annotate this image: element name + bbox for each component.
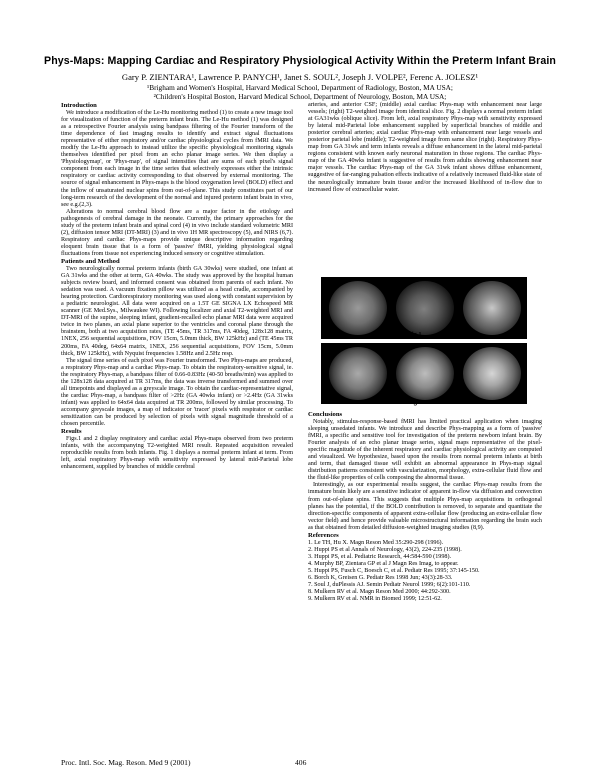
figure-1-image — [321, 277, 527, 339]
section-heading: References — [308, 531, 339, 539]
paper-title: Phys-Maps: Mapping Cardiac and Respiratory Physiological Activity Within the Preterm Infant Brain — [44, 55, 556, 67]
reference-item: 3. Huppi PS, et al. Pediatric Research, 44:584-590 (1998). — [308, 553, 452, 560]
figure-1-caption: Fig.1 — [408, 331, 422, 338]
reference-item: 7. Soul J, duPlessis AJ. Semin Pediatr Neurol 1999; 6(2):101-110. — [308, 582, 471, 589]
section-heading: Patients and Method — [61, 257, 120, 265]
journal-citation: Proc. Intl. Soc. Mag. Reson. Med 9 (2001) — [61, 758, 191, 767]
cardiac-phys-map-2 — [396, 347, 454, 400]
figure-2-image — [321, 343, 527, 404]
right-column-bottom — [308, 411, 542, 603]
reference-item: 9. Mulkern RV et al. NMR in Biomed 1999; 12:51-62. — [308, 596, 442, 603]
section-heading: Results — [61, 428, 82, 436]
section-heading: Introduction — [61, 102, 97, 109]
body-paragraph: Interestingly, as our experimental results suggest, the cardiac Phys-map results from the immature brain likely are a sensitive indicator of apparent in-flow via diffusion and convection from out-of-plane spins. This suggests that multiple Phys-map acquisitions in orthogonal planes has the potential, if the BOLD contribution is removed, to separate and quantitate the direction-specific components of apparent extra-cellular flow (producing an extra-cellular flow vector field) and hence provide valuable microstructural information regarding the brain such as that obtained from detailed diffusion-weighted imaging studies (8,9). — [308, 482, 542, 531]
section-heading: Conclusions — [308, 411, 343, 418]
body-paragraph: Figs.1 and 2 display respiratory and cardiac axial Phys-maps observed from two preterm infants, with the accompanying T2-weighted MRI result. Repeated acquisition revealed reproducible results from both infants. Fig. 1 displays a normal preterm infant at term. From left, axial respiratory Phys-map with sensitivity expressed by lateral mid-Parietal lobe enhancement, supplied by branches of middle cerebral — [61, 436, 293, 471]
affiliation-1: ¹Brigham and Women's Hospital, Harvard Medical School, Department of Radiology, Boston, MA USA; — [147, 83, 453, 92]
body-paragraph: arteries, and anterior CSF; (middle) axial cardiac Phys-map with enhancement near large vessels; (right) T2-weighted image from identical slice. Fig. 2 displays a normal preterm infant at GA31wks (oblique slice). From left, axial respiratory Phys-map with sensitivity expressed by lateral mid-Parietal lobe enhancement supplied by superficial branches of middle and posterior cerebral arteries; axial cardiac Phys-map with enhancement near large vessels and posterior parietal lobe (middle); T2-weighted image from same slice (right). Respiratory Phys-map from GA 31wk and term infants reveals a diffuse enhancement in the lateral mid-parietal regions consistent with known early neuronal maturation in those regions. The cardiac Phys-map of the GA 40wks infant is suggestive of results from adults showing enhancement near major vessels. The cardiac Phys-map of the GA 31wk infant shows diffuse enhancement, suggestive of far-ranging pulsation effects indicative of a relatively increased fluid-like state of the neurologically immature brain tissue and/or the increased likelihood of in-flow due to increased flow of extracellular water. — [308, 102, 542, 193]
right-column-top — [308, 102, 542, 194]
body-paragraph: We introduce a modification of the Le-Hu monitoring method (1) to create a new image tool for visualization of function of the preterm infant brain. The Le-Hu method (1) was designed as a retrospective Fourier analysis using bandpass filtering of the Fourier transform of the time dependence of fast imaging results to identify and extract signal fluctuations representative of either respiratory and/or cardiac physiological cycles from fMRI data. We modify the Le-Hu approach to instead utilize the specific physiological monitoring signals themselves identified per pixel from an echo planar image series. We then display a 'Physiologymap', or 'Phys-map', of signal intensities that are sums of each pixel's signal component from each image in the time series that selectively expresses either the intrinsic respiratory or cardiac activity corresponding to that observed by external monitoring. The source of signal enhancement in Phys-maps is the blood oxygenation level (BOLD) effect and the inflow of unsaturated nuclear spins from out-of-plane. This study constitutes part of our long-term research of the development of the normal and injured preterm infant brain in vivo, see e.g.(2,3). — [61, 110, 293, 208]
left-column — [61, 102, 293, 471]
reference-item: 4. Murphy BP, Zientara GP et al J Magn Res Imag, to appear. — [308, 560, 459, 567]
page-number: 406 — [295, 758, 307, 767]
reference-item: 8. Mulkern RV et al. Magn Reson Med 2000; 44:292-300. — [308, 589, 451, 596]
reference-item: 5. Huppi PS, Fusch C, Boesch C, et al. Pediatr Res 1995; 37:145-150. — [308, 567, 480, 574]
figure-2-caption: Fig.2 — [408, 399, 422, 406]
body-paragraph: Two neurologically normal preterm infants (birth GA 30wks) were studied, one infant at GA 31wks and the other at term, GA 40wks. The study was approved by the hospital human subjects review board, and informed consent was obtained from parents of each infant. No sedation was used. A vacuum fixation pillow was utilized as a head cradle, accompanied by hearing protection. Cardiorespiratory monitoring was used along with constant supervision by a pediatric neurologist. All data were acquired on a 1.5T GE SIGNA LX Echospeed MR scanner (GE Med.Sys., Milwaukee WI). Following localizer and axial T2-weighted MRI and DT-MRI of the supine, sleeping infant, gradient-recalled echo planar MRI data were acquired twice in two planes, an axial plane superior to the ventricles and coronal plane through the brainstem, both at two acquisition rates, (TE 45ms, TR 317ms, FA 40deg, 128x128 matrix, 1NEX, 256 sequential acquisitions, FOV 15cm, 5.0mm thick, BW 125kHz) and (TE 45ms TR 200ms, FA 40deg, 64x64 matrix, 1NEX, 256 sequential acquisitions, FOV 15cm, 5.0mm thick, BW 125kHz), with Nyquist frequencies 1.58Hz and 2.5Hz resp. — [61, 265, 293, 357]
body-paragraph: Alterations to normal cerebral blood flow are a major factor in the etiology and pathogenesis of cerebral damage in the neonate. Currently, the primary approaches for the study of the preterm infant brain and spinal cord (4) in vivo include standard volumetric MRI (2), diffusion tensor MRI (DT-MRI) (3) and in vivo 1H MR spectroscopy (5), and NIRS (6,7). Respiratory and cardiac Phys-maps provide unique descriptive information regarding eloquent brain tissue that is a form of 'passive' fMRI, yielding physiological signal fluctuations from tissue not experiencing induced sensory or cognitive stimulation. — [61, 208, 293, 257]
t2-weighted-image-2 — [463, 347, 521, 400]
respiratory-phys-map-2 — [329, 347, 387, 400]
cardiac-phys-map-1 — [396, 281, 454, 335]
t2-weighted-image-1 — [463, 281, 521, 335]
reference-item: 6. Borch K, Greisen G. Pediatr Res 1998 Jun; 43(3):28-33. — [308, 574, 453, 581]
reference-item: 1. Le TH, Hu X. Magn Reson Med 35:290-298 (1996). — [308, 539, 444, 546]
respiratory-phys-map-1 — [329, 281, 387, 335]
affiliation-2: ²Children's Hospital Boston, Harvard Medical School, Department of Neurology, Boston, MA USA; — [153, 92, 447, 101]
body-paragraph: Notably, stimulus-response-based fMRI has limited practical application when imaging sleeping unsedated infants. We introduce and describe Phys-mapping as a form of 'passive' fMRI, a specific and sensitive tool for investigation of the preterm newborn infant brain. By Fourier analysis of an echo planar image series, signal maps representative of the pixel-specific magnitude of the inherent respiratory and cardiac physiological activity are computed and visualized. We hypothesize, based upon the results from normal preterm infants at birth and term, that damaged tissue will exhibit an abnormal appearance in Phys-map signal distribution patterns consistent with vascularization, morphology, extra-cellular fluid flow and the fluid-like properties of cells composing the abnormal tissue. — [308, 419, 542, 482]
reference-item: 2. Huppi PS et al Annals of Neurology, 43(2), 224-235 (1998). — [308, 546, 462, 553]
body-paragraph: The signal time series of each pixel was Fourier transformed. Two Phys-maps are produced, a respiratory Phys-map and a cardiac Phys-map. To obtain the respiratory-sensitive signal, ie. the respiratory Phys-map, a bandpass filter of 0.66-0.83Hz (40-50 breaths/min) was applied to the 128x128 data acquired at TR 317ms, the data was inverse transformed and summed over all timepoints and displayed as a greyscale image. To obtain the cardiac-representative signal, the cardiac Phys-map, a bandpass filter of >2Hz (GA 40wks infant) or >2.4Hz (GA 31wks infant) was applied to 64x64 data acquired at TR 200ms, followed by similar processing. To accompany greyscale images, a map of indicator or 'tracer' pixels with respirator or cardiac sensitization can be produced by selection of pixels with signal magnitude threshold of a chosen percentile. — [61, 357, 293, 428]
author-list: Gary P. ZIENTARA¹, Lawrence P. PANYCH¹, Janet S. SOUL², Joseph J. VOLPE², Ferenc A. JOLESZ¹ — [121, 72, 479, 82]
